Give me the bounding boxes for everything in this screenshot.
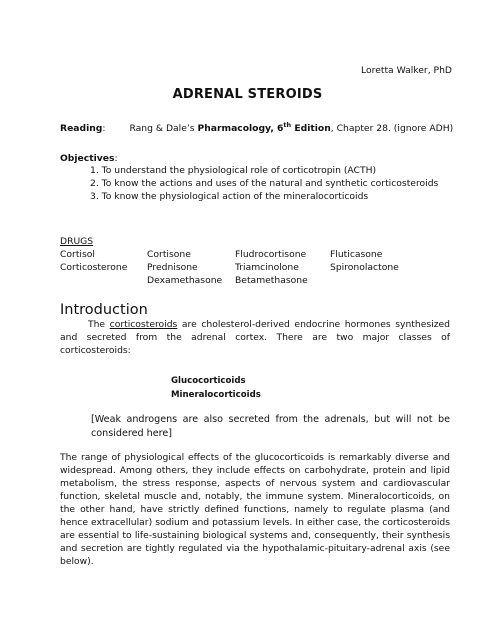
reading-book-edition: Edition [291,123,331,134]
class-glucocorticoids: Glucocorticoids [171,376,246,386]
reading-colon: : [102,123,106,134]
objective-item: 1. To understand the physiological role of corticotropin (ACTH) [90,165,377,176]
table-row [60,262,399,275]
drug-cell [330,275,399,288]
androgen-note: [Weak androgens are also secreted from the adrenals, but will not be considered here] [91,414,450,439]
intro-p1-pre: The [88,319,110,330]
objective-item: 3. To know the physiological action of the mineralocorticoids [90,190,369,202]
intro-paragraph-1 [60,318,450,357]
drugs-heading: DRUGS [60,236,94,247]
drugs-table [60,249,399,287]
objectives-section [60,152,450,203]
reading-book [197,120,331,134]
reading-book-title: Pharmacology, 6 [197,123,284,134]
corticosteroid-classes [171,375,261,402]
drug-cell: Spironolactone [330,261,399,273]
drug-cell: Fludrocortisone [235,249,307,260]
objectives-colon: : [114,153,118,164]
drug-cell [60,275,147,288]
reading-label: Reading [60,123,103,134]
objectives-heading: Objectives [60,153,115,164]
drug-cell: Prednisone [147,261,198,273]
intro-p1-post: are cholesterol-derived endocrine hormones synthesized and secreted from the adrenal cortex. There are two major classes of corticosteroids: [60,319,450,356]
drug-cell: Cortisol [60,249,95,260]
reading-author: Rang & Dale’s [129,123,198,134]
drug-cell: Fluticasone [330,249,383,260]
introduction-heading: Introduction [60,302,148,318]
reading-chapter: , Chapter 28. (ignore ADH) [330,123,454,134]
author-name: Loretta Walker, PhD [361,65,452,76]
objective-item: 2. To know the actions and uses of the natural and synthetic corticosteroids [90,177,439,189]
intro-paragraph-2: The range of physiological effects of the glucocorticoids is remarkably diverse and widespread. Among others, they include effects on carbohydrate, protein and lipid metabolism, the stress response, aspects of nervous system and cardiovascular function, skeletal muscle and, notably, the immune system. Mineralocorticoids, on the other hand, have strictly defined functions, namely to regulate plasma (and hence extracellular) sodium and potassium levels. In either case, the corticosteroids are essential to life-sustaining biological systems and, consequently, their synthesis and secretion are tightly regulated via the hypothalamic-pituitary-adrenal axis (see below). [60,452,450,567]
table-row [60,249,399,262]
class-mineralocorticoids: Mineralocorticoids [171,389,261,400]
drugs-section [60,235,399,287]
reading-book-sup: th [283,120,292,129]
objectives-list [60,165,450,203]
drug-cell: Corticosterone [60,261,128,273]
drug-cell: Triamcinolone [235,261,299,273]
reading-line [60,122,453,135]
corticosteroids-link[interactable]: corticosteroids [109,319,178,330]
table-row [60,275,399,288]
drug-cell: Cortisone [147,249,191,260]
drug-cell: Betamethasone [235,274,308,286]
drug-cell: Dexamethasone [147,274,223,286]
page-title: ADRENAL STEROIDS [172,87,323,102]
